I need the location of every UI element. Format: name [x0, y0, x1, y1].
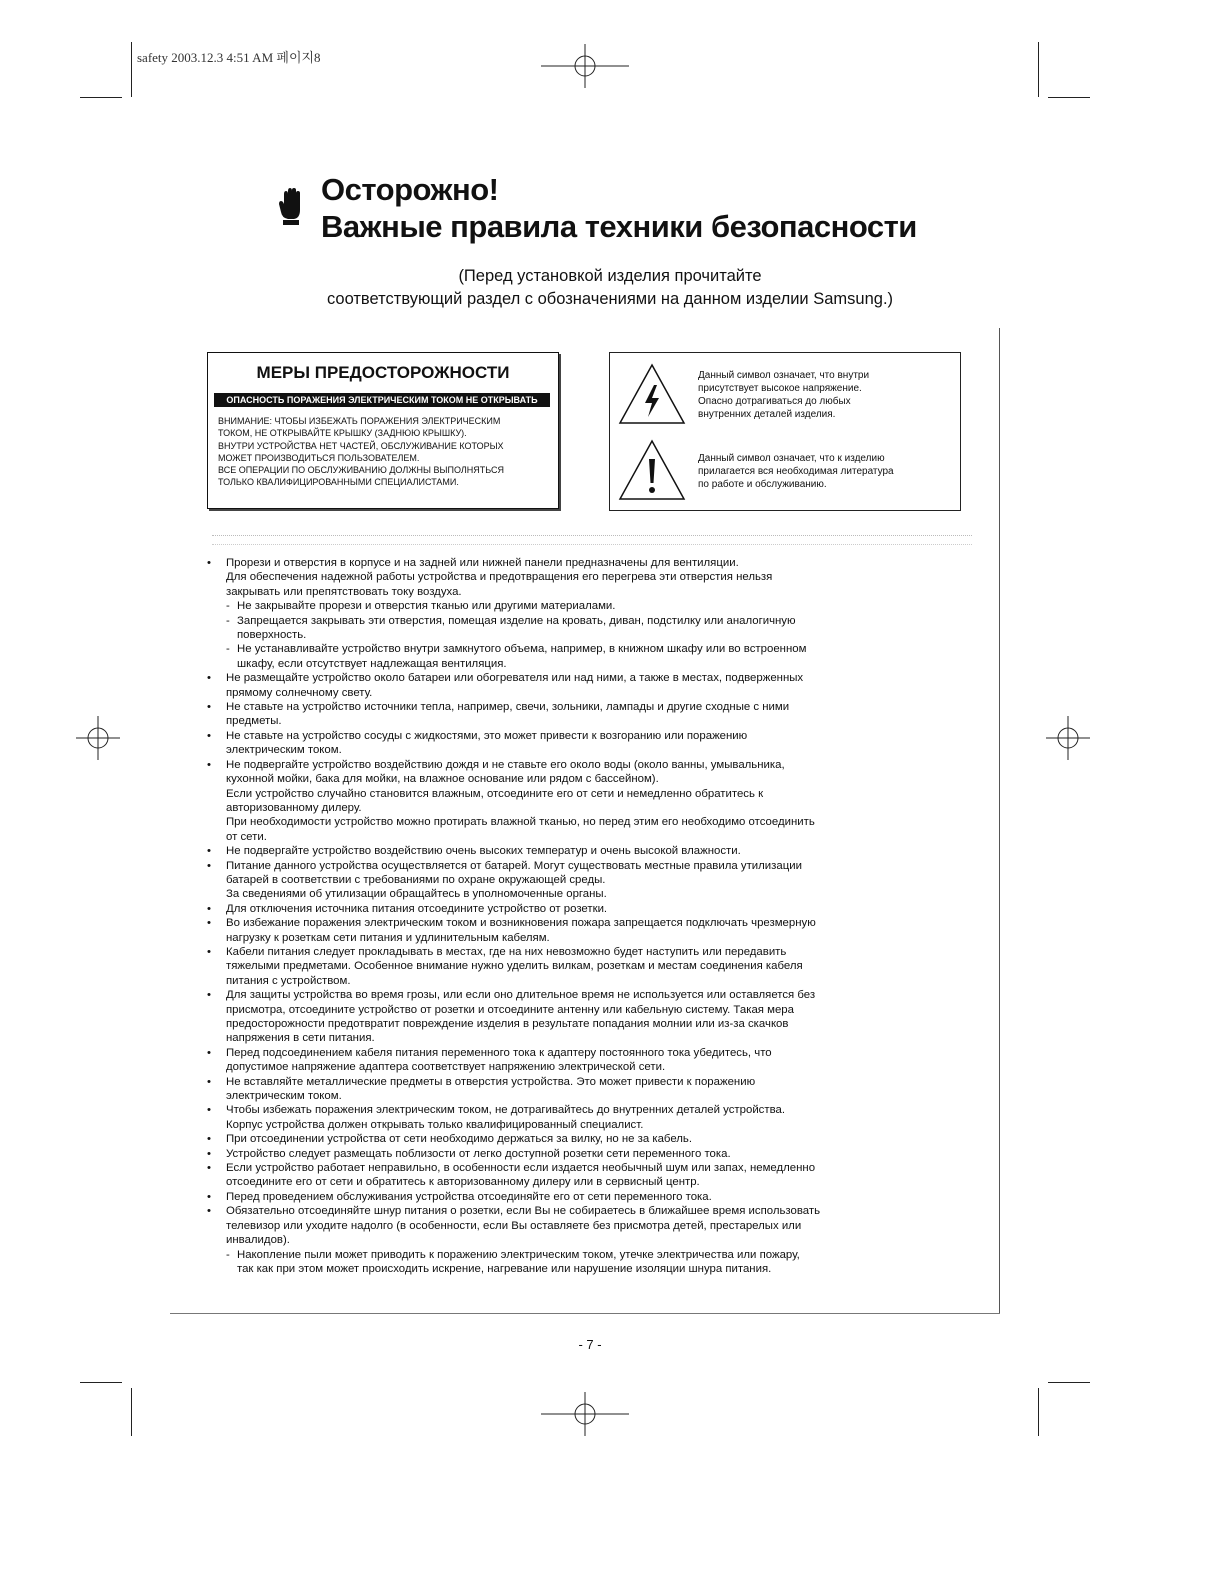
sub-list-item	[205, 599, 965, 613]
crop-mark	[80, 97, 122, 98]
list-item-text: Если устройство работает неправильно, в особенности если издается необычный шум или запах, немедленно отсоедините его от сети и обратитесь к авторизованному дилеру или в сервисный центр.	[226, 1162, 816, 1189]
sub-list-item	[205, 614, 965, 643]
list-item-text: При отсоединении устройства от сети необходимо держаться за вилку, но не за кабель.	[226, 1133, 693, 1146]
list-item-text: Устройство следует размещать поблизости от легко доступной розетки сети переменного тока.	[226, 1147, 731, 1160]
bullet: •	[207, 557, 211, 569]
exclamation-symbol-text: Данный символ означает, что к изделию прилагается вся необходимая литература по работе и обслуживанию.	[698, 453, 894, 490]
sub-list-item-text: Накопление пыли может приводить к поражению электрическим током, утечке электричества или пожару, так как при этом может происходить искрение, нагревание или нарушение изоляции шнура питания.	[237, 1248, 800, 1275]
safety-instructions-list	[205, 556, 965, 1276]
dash: -	[226, 614, 230, 627]
list-item-text: Для защиты устройства во время грозы, или если оно длительное время не используется или оставляется без присмотра, отсоедините устройство от розетки и отсоедините антенну или кабельную систему. Такая мера предосторожности предотвратит повреждение изделия в результате попадания молнии или из-за скачков напряжения в сети питания.	[226, 989, 816, 1045]
subtitle-line-2: соответствующий раздел с обозначениями на данном изделии Samsung.)	[326, 290, 894, 308]
bullet: •	[207, 1046, 211, 1059]
lightning-warning-icon	[618, 363, 686, 425]
list-item	[205, 729, 965, 758]
printer-slug: safety 2003.12.3 4:51 AM 페이지8	[137, 50, 321, 65]
list-item-text: Не вставляйте металлические предметы в отверстия устройства. Это может привести к поражению электрическим током.	[226, 1075, 756, 1103]
bullet: •	[207, 1205, 211, 1218]
page-title-line-2: Важные правила техники безопасности	[321, 209, 917, 244]
list-item-text: Не подвергайте устройство воздействию дождя и не ставьте его около воды (около ванны, умывальника, кухонной мойки, бака для мойки, на влажное основание или рядом с бассейном). Если устройство случайно становится влажным, отсоедините его от сети и немедленно обратитесь к авторизованному дилеру. При необходимости устройство можно протирать влажной тканью, но перед этим его необходимо отсоединить от сети.	[226, 758, 815, 843]
list-item-text: Не подвергайте устройство воздействию очень высоких температур и очень высокой влажности.	[226, 845, 741, 858]
list-item-text: Обязательно отсоединяйте шнур питания о розетки, если Вы не собираетесь в ближайшее время использовать телевизор или уходите надолго (в особенности, если Вы оставляете без присмотра детей, престарелых или инвалидов).	[226, 1205, 821, 1247]
bullet: •	[207, 1190, 211, 1203]
subtitle-line-1: (Перед установкой изделия прочитайте	[458, 267, 762, 285]
list-item-text: Питание данного устройства осуществляется от батарей. Могут существовать местные правила утилизации батарей в соответствии с требованиями по охране окружающей среды. За сведениями об утилизации обращайтесь в уполномоченные органы.	[226, 859, 802, 901]
dash: -	[226, 600, 230, 613]
list-item-text: Во избежание поражения электрическим током и возникновения пожара запрещается подключать чрезмерную нагрузку к розеткам сети питания и удлинительным кабелям.	[226, 917, 816, 944]
list-item-text: Перед подсоединением кабеля питания переменного тока к адаптеру постоянного тока убедитесь, что допустимое напряжение адаптера соответствует напряжению электрической сети.	[226, 1046, 772, 1074]
registration-mark-right	[1046, 716, 1090, 760]
crop-mark	[1048, 1382, 1090, 1383]
list-item-text: Перед проведением обслуживания устройства отсоединяйте его от сети переменного тока.	[226, 1190, 712, 1203]
exclamation-warning-icon	[618, 439, 686, 501]
hand-stop-icon	[279, 188, 305, 228]
crop-mark	[131, 1388, 132, 1436]
list-item-text: Не ставьте на устройство источники тепла, например, свечи, зольники, лампады и другие сходные с ними предметы.	[226, 701, 790, 728]
list-item	[205, 945, 965, 988]
registration-mark-left	[76, 716, 120, 760]
dash: -	[226, 1248, 230, 1261]
list-item	[205, 1147, 965, 1161]
sub-list-item-text: Не устанавливайте устройство внутри замкнутого объема, например, в книжном шкафу или во встроенном шкафу, если отсутствует надлежащая вентиляция.	[237, 643, 807, 670]
caution-bar: ОПАСНОСТЬ ПОРАЖЕНИЯ ЭЛЕКТРИЧЕСКИМ ТОКОМ НЕ ОТКРЫВАТЬ	[214, 393, 550, 407]
crop-mark	[131, 42, 132, 97]
list-item	[205, 859, 965, 902]
bullet: •	[207, 945, 211, 958]
list-item	[205, 1103, 965, 1132]
bullet: •	[207, 1075, 211, 1088]
bullet: •	[207, 758, 211, 771]
list-item	[205, 1046, 965, 1075]
bullet: •	[207, 859, 211, 872]
list-item	[205, 844, 965, 858]
list-item	[205, 1075, 965, 1104]
list-item	[205, 988, 965, 1046]
list-item-text: Кабели питания следует прокладывать в местах, где на них невозможно будет наступить или передавить тяжелыми предметами. Особенное внимание нужно уделить вилкам, розеткам и местам соединения кабеля питания с устройством.	[226, 945, 803, 987]
registration-mark-bottom	[541, 1392, 629, 1436]
bullet: •	[207, 672, 211, 685]
crop-mark	[1038, 1388, 1039, 1436]
sub-list-item-text: Не закрывайте прорези и отверстия тканью или другими материалами.	[237, 600, 616, 613]
sub-list-item	[205, 1248, 965, 1277]
caution-text: ВНИМАНИЕ: ЧТОБЫ ИЗБЕЖАТЬ ПОРАЖЕНИЯ ЭЛЕКТРИЧЕСКИМ ТОКОМ, НЕ ОТКРЫВАЙТЕ КРЫШКУ (ЗАДНЮЮ КРЫШКУ). ВНУТРИ УСТРОЙСТВА НЕТ ЧАСТЕЙ, ОБСЛУЖИВАНИЕ КОТОРЫХ МОЖЕТ ПРОИЗВОДИТЬСЯ ПОЛЬЗОВАТЕЛЕМ. ВСЕ ОПЕРАЦИИ ПО ОБСЛУЖИВАНИЮ ДОЛЖНЫ ВЫПОЛНЯТЬСЯ ТОЛЬКО КВАЛИФИЦИРОВАННЫМИ СПЕЦИАЛИСТАМИ.	[218, 416, 504, 488]
list-item	[205, 556, 965, 599]
bullet: •	[207, 902, 211, 915]
page-number: - 7 -	[578, 1337, 602, 1352]
list-item-text: Не ставьте на устройство сосуды с жидкостями, это может привести к возгоранию или поражению электрическим током.	[226, 729, 748, 757]
sub-list-item	[205, 642, 965, 671]
crop-mark	[80, 1382, 122, 1383]
content-frame-right	[999, 328, 1000, 1314]
sub-list-item-text: Запрещается закрывать эти отверстия, помещая изделие на кровать, диван, подстилку или аналогичную поверхность.	[237, 614, 796, 642]
list-item	[205, 758, 965, 844]
bullet: •	[207, 845, 211, 858]
bullet: •	[207, 729, 211, 742]
list-item-text: Прорези и отверстия в корпусе и на задней или нижней панели предназначены для вентиляции. Для обеспечения надежной работы устройства и предотвращения его перегрева эти отверстия нельзя закрывать или препятствовать току воздуха.	[226, 557, 773, 598]
page-title-line-1: Осторожно!	[321, 172, 499, 207]
caution-heading: МЕРЫ ПРЕДОСТОРОЖНОСТИ	[256, 363, 510, 382]
list-item	[205, 916, 965, 945]
bullet: •	[207, 989, 211, 1002]
list-item	[205, 1161, 965, 1190]
lightning-symbol-text: Данный символ означает, что внутри присутствует высокое напряжение. Опасно дотрагиваться до любых внутренних деталей изделия.	[698, 370, 870, 420]
list-item-text: Для отключения источника питания отсоедините устройство от розетки.	[226, 902, 608, 915]
dotted-separator	[212, 535, 972, 545]
registration-mark-top	[541, 44, 629, 88]
list-item	[205, 902, 965, 916]
symbols-box	[609, 352, 961, 511]
bullet: •	[207, 1147, 211, 1160]
dash: -	[226, 643, 230, 656]
bullet: •	[207, 1104, 211, 1117]
caution-label-box	[207, 352, 559, 509]
list-item	[205, 700, 965, 729]
content-frame-bottom	[170, 1313, 1000, 1314]
bullet: •	[207, 1162, 211, 1175]
list-item-text: Не размещайте устройство около батареи или обогревателя или над ними, а также в местах, подверженных прямому солнечному свету.	[226, 672, 804, 699]
bullet: •	[207, 701, 211, 714]
list-item	[205, 1204, 965, 1247]
crop-mark	[1038, 42, 1039, 97]
list-item	[205, 1132, 965, 1146]
list-item	[205, 1190, 965, 1204]
crop-mark	[1048, 97, 1090, 98]
list-item	[205, 671, 965, 700]
bullet: •	[207, 917, 211, 930]
list-item-text: Чтобы избежать поражения электрическим током, не дотрагивайтесь до внутренних деталей устройства. Корпус устройства должен открывать только квалифицированный специалист.	[226, 1104, 786, 1131]
bullet: •	[207, 1133, 211, 1146]
